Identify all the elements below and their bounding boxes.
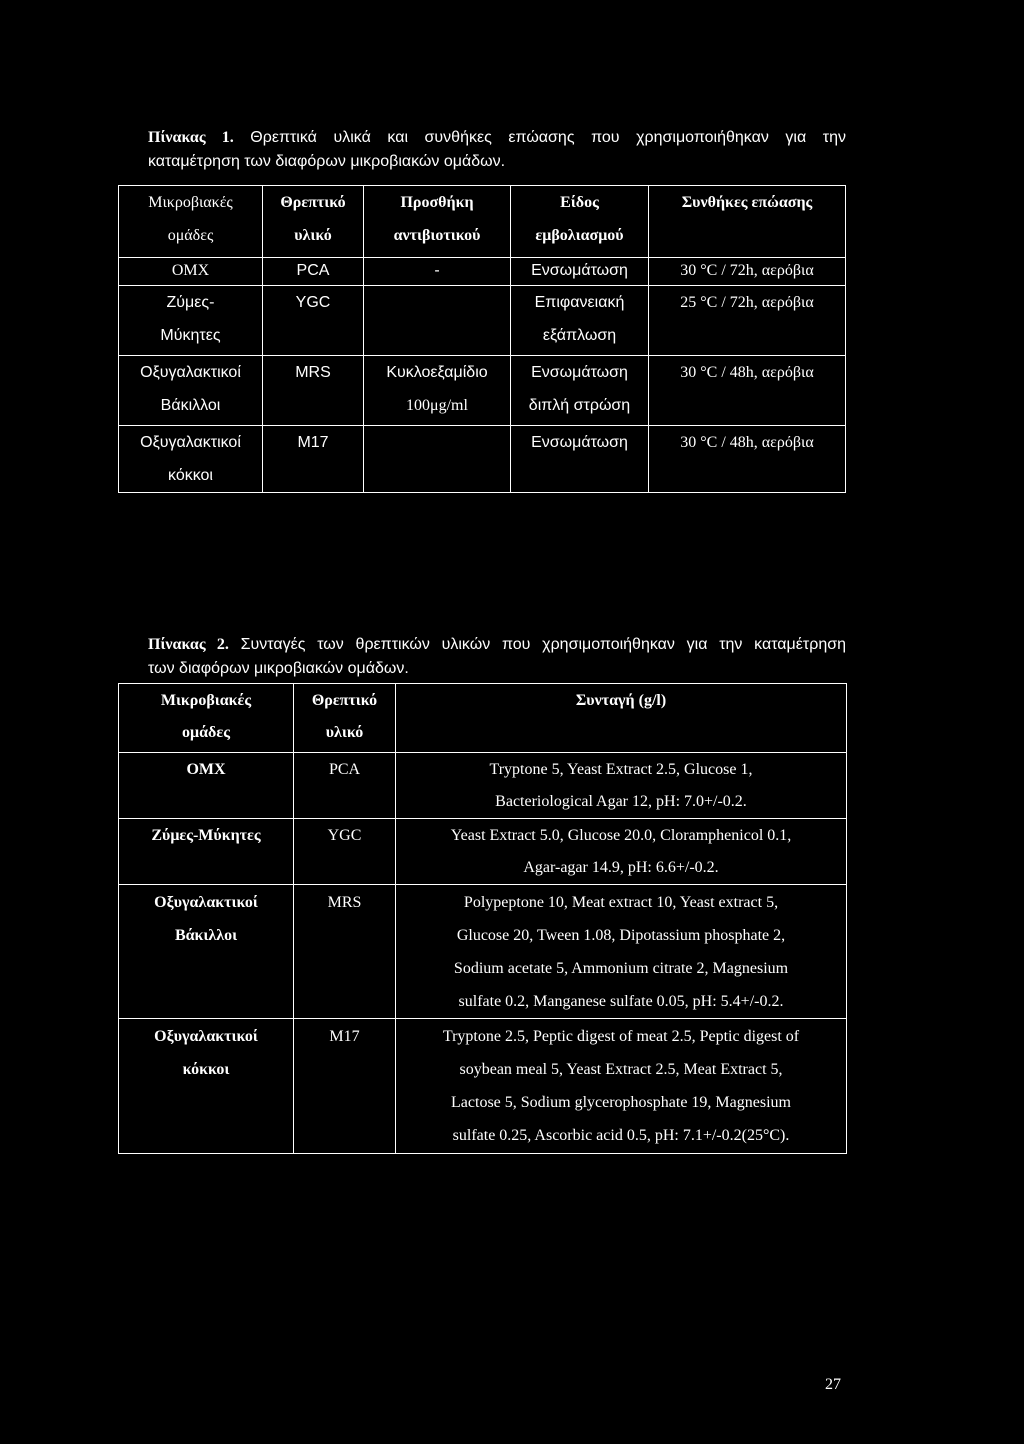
- cell-medium: [294, 753, 396, 819]
- cell-line: MRS: [327, 894, 362, 911]
- header-line: υλικό: [294, 227, 332, 244]
- table-1-header-medium: [263, 186, 364, 258]
- table-1-caption-label: Πίνακας 1.: [148, 129, 234, 146]
- table-1-header-antibiotic: [364, 186, 511, 258]
- cell-line: Ενσωμάτωση: [531, 262, 628, 279]
- cell-group: [119, 286, 263, 356]
- table-2-caption-line-2: των διαφόρων μικροβιακών ομάδων.: [148, 660, 409, 677]
- cell-line: Polypeptone 10, Meat extract 10, Yeast extract 5,: [463, 894, 779, 911]
- table-1-header-inoculation: [511, 186, 649, 258]
- header-line: αντιβιοτικού: [393, 227, 481, 244]
- table-row: [119, 885, 847, 1019]
- cell-group: [119, 1019, 294, 1154]
- cell-line: Ενσωμάτωση: [531, 364, 628, 381]
- table-2: [118, 683, 847, 1154]
- cell-line: Glucose 20, Tween 1.08, Dipotassium phosphate 2,: [456, 927, 786, 944]
- cell-line: 25 °C / 72h, αερόβια: [680, 294, 814, 311]
- cell-inoculation: [511, 286, 649, 356]
- cell-antibiotic: [364, 356, 511, 426]
- header-line: ομάδες: [182, 724, 230, 741]
- cell-line: Bacteriological Agar 12, pH: 7.0+/-0.2.: [495, 793, 747, 810]
- table-1-caption-text: Θρεπτικά υλικά και συνθήκες επώασης που χρησιμοποιήθηκαν για την: [250, 129, 846, 146]
- cell-line: κόκκοι: [168, 467, 213, 484]
- cell-medium: [263, 258, 364, 286]
- cell-inoculation: [511, 356, 649, 426]
- table-1-caption-line-2: καταμέτρηση των διαφόρων μικροβιακών ομάδων.: [148, 153, 506, 170]
- cell-group: [119, 753, 294, 819]
- table-2-header-medium: [294, 684, 396, 753]
- page-number: 27: [825, 1376, 841, 1393]
- cell-medium: [294, 819, 396, 885]
- table-2-header-recipe: [396, 684, 847, 753]
- cell-line: M17: [329, 1028, 360, 1045]
- table-row: [119, 1019, 847, 1154]
- table-2-caption-line-1: [148, 633, 846, 657]
- table-1-caption: [148, 126, 846, 174]
- cell-antibiotic: [364, 426, 511, 493]
- cell-line: 30 °C / 48h, αερόβια: [680, 364, 814, 381]
- table-row: [119, 258, 846, 286]
- cell-line: 30 °C / 48h, αερόβια: [680, 434, 814, 451]
- cell-line: Επιφανειακή: [534, 294, 625, 311]
- cell-group: [119, 885, 294, 1019]
- cell-medium: [263, 356, 364, 426]
- cell-line: PCA: [328, 761, 361, 778]
- cell-line: M17: [297, 434, 329, 451]
- header-line: Είδος: [560, 194, 599, 211]
- cell-line: -: [434, 262, 440, 279]
- header-line: Μικροβιακές: [148, 194, 233, 211]
- cell-line: YGC: [327, 827, 362, 844]
- cell-recipe: [396, 819, 847, 885]
- cell-antibiotic: [364, 286, 511, 356]
- cell-incubation: [649, 426, 846, 493]
- table-2-caption: [148, 633, 846, 681]
- cell-group: [119, 356, 263, 426]
- cell-medium: [294, 1019, 396, 1154]
- header-line: Θρεπτικό: [311, 692, 378, 709]
- table-row: [119, 753, 847, 819]
- cell-group: [119, 258, 263, 286]
- cell-line: Sodium acetate 5, Ammonium citrate 2, Magnesium: [453, 960, 789, 977]
- cell-line: Yeast Extract 5.0, Glucose 20.0, Cloramphenicol 0.1,: [450, 827, 792, 844]
- table-2-caption-text: Συνταγές των θρεπτικών υλικών που χρησιμοποιήθηκαν για την καταμέτρηση: [240, 636, 846, 653]
- header-line: ομάδες: [167, 227, 214, 244]
- cell-line: Tryptone 5, Yeast Extract 2.5, Glucose 1,: [489, 761, 753, 778]
- cell-line: 100μg/ml: [406, 397, 468, 414]
- cell-incubation: [649, 258, 846, 286]
- cell-line: Βάκιλλοι: [160, 397, 221, 414]
- cell-line: PCA: [296, 262, 330, 279]
- table-1: [118, 185, 846, 493]
- cell-line: Οξυγαλακτικοί: [140, 364, 241, 381]
- cell-medium: [294, 885, 396, 1019]
- header-line: Θρεπτικό: [280, 194, 346, 211]
- table-row: [119, 819, 847, 885]
- cell-line: Κυκλοεξαμίδιο: [386, 364, 488, 381]
- cell-incubation: [649, 356, 846, 426]
- cell-line: MRS: [295, 364, 331, 381]
- header-line: Συνταγή (g/l): [575, 692, 667, 709]
- cell-line: Βάκιλλοι: [174, 927, 238, 944]
- cell-line: Ζύμες-: [166, 294, 215, 311]
- table-row: [119, 426, 846, 493]
- cell-line: sulfate 0.2, Manganese sulfate 0.05, pH: 5.4+/-0.2.: [458, 993, 784, 1010]
- header-line: Προσθήκη: [400, 194, 474, 211]
- cell-line: Tryptone 2.5, Peptic digest of meat 2.5, Peptic digest of: [442, 1028, 800, 1045]
- cell-line: 30 °C / 72h, αερόβια: [680, 262, 814, 279]
- cell-recipe: [396, 753, 847, 819]
- cell-line: Οξυγαλακτικοί: [154, 1028, 258, 1045]
- cell-line: soybean meal 5, Yeast Extract 2.5, Meat Extract 5,: [459, 1061, 783, 1078]
- table-row: [119, 286, 846, 356]
- cell-line: Οξυγαλακτικοί: [154, 894, 258, 911]
- cell-group: [119, 819, 294, 885]
- cell-line: Οξυγαλακτικοί: [140, 434, 241, 451]
- table-1-header-microbial-groups: [119, 186, 263, 258]
- table-1-caption-line-1: [148, 126, 846, 150]
- cell-line: ΟΜΧ: [186, 761, 226, 778]
- cell-incubation: [649, 286, 846, 356]
- cell-line: sulfate 0.25, Ascorbic acid 0.5, pH: 7.1+/-0.2(25°C).: [452, 1127, 790, 1144]
- table-1-header-incubation: [649, 186, 846, 258]
- cell-line: διπλή στρώση: [528, 397, 631, 414]
- cell-line: εξάπλωση: [542, 327, 617, 344]
- table-2-header-row: [119, 684, 847, 753]
- cell-line: ΟΜΧ: [171, 262, 210, 279]
- cell-antibiotic: [364, 258, 511, 286]
- cell-medium: [263, 286, 364, 356]
- table-row: [119, 356, 846, 426]
- header-line: Συνθήκες επώασης: [681, 194, 813, 211]
- table-1-header-row: [119, 186, 846, 258]
- header-line: Μικροβιακές: [160, 692, 252, 709]
- table-2-header-microbial-groups: [119, 684, 294, 753]
- cell-inoculation: [511, 258, 649, 286]
- cell-line: Μύκητες: [160, 327, 221, 344]
- cell-group: [119, 426, 263, 493]
- cell-recipe: [396, 885, 847, 1019]
- cell-line: Agar-agar 14.9, pH: 6.6+/-0.2.: [523, 859, 719, 876]
- cell-inoculation: [511, 426, 649, 493]
- cell-line: Ενσωμάτωση: [531, 434, 628, 451]
- cell-line: YGC: [295, 294, 331, 311]
- cell-medium: [263, 426, 364, 493]
- cell-recipe: [396, 1019, 847, 1154]
- cell-line: Ζύμες-Μύκητες: [151, 827, 261, 844]
- cell-line: κόκκοι: [182, 1061, 230, 1078]
- table-2-caption-label: Πίνακας 2.: [148, 636, 229, 653]
- cell-line: Lactose 5, Sodium glycerophosphate 19, Magnesium: [451, 1094, 791, 1111]
- header-line: υλικό: [325, 724, 364, 741]
- header-line: εμβολιασμού: [535, 227, 624, 244]
